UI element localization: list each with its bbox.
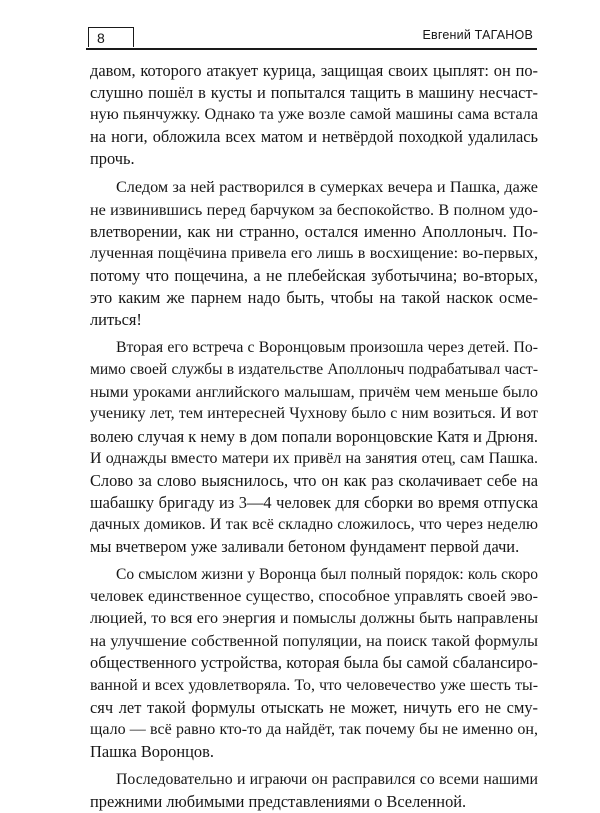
- text-line: на ноги, обложила всех матом и нетвёрдой походкой удалилась: [90, 127, 538, 147]
- text-line: литься!: [90, 310, 142, 330]
- text-line: не извинившись перед барчуком за беспокойство. В полном удо-: [90, 200, 538, 219]
- text-line: мы вчетвером уже заливали бетоном фундамент первой дачи.: [90, 536, 520, 556]
- body-text: [90, 60, 538, 813]
- text-line: потому что пощечина, а не плебейская зуботычина; во-вторых,: [90, 265, 538, 285]
- text-line: это каким же парнем надо быть, чтобы на такой наскок осме-: [90, 287, 538, 307]
- text-line: Со смыслом жизни у Воронца был полный порядок: коль скоро: [116, 566, 538, 584]
- running-header: [86, 24, 537, 50]
- paragraph: [90, 60, 538, 170]
- paragraph: [90, 769, 538, 813]
- paragraph: [90, 176, 538, 331]
- text-line: И однажды вместо матери их привёл на занятия отец, сам Пашка.: [90, 449, 538, 467]
- text-line: прочь.: [90, 149, 135, 169]
- text-line: шабашку бригаду из 3—4 человек для сборки во время отпуска: [90, 492, 538, 512]
- text-line: давом, которого атакует курица, защищая своих цыплят: он по-: [90, 61, 538, 80]
- text-line: дачных домиков. И так всё складно сложилось, что через неделю: [90, 515, 538, 533]
- text-line: общественного устройства, которая была бы самой сбалансиро-: [90, 653, 538, 673]
- text-line: ванной и всех удовлетворяла. То, что человечество уже шесть ты-: [90, 676, 538, 694]
- text-line: мимо своей службы в издательстве Аполлоныч подрабатывал част-: [90, 361, 538, 379]
- paragraph: [90, 564, 538, 763]
- text-line: ными уроками английского малышам, причём чем меньше было: [90, 383, 538, 402]
- running-head-author: Евгений ТАГАНОВ: [422, 28, 533, 42]
- text-line: щало — всё равно кто-то да найдёт, так почему бы не именно он,: [90, 720, 538, 738]
- text-line: волею случая к нему в дом попали воронцовские Катя и Дрюня.: [90, 426, 538, 446]
- text-line: влетворении, как ни странно, остался именно Аполлоныч. По-: [90, 221, 538, 241]
- text-line: Вторая его встреча с Воронцовым произошла через детей. По-: [116, 339, 538, 357]
- text-line: человек единственное существо, способное управлять своей эво-: [90, 588, 538, 606]
- page-number: 8: [88, 27, 134, 47]
- text-line: слушно пошёл в кусты и попытался тащить в машину несчаст-: [90, 83, 538, 103]
- paragraph: [90, 337, 538, 558]
- text-line: ученику лет, тем интересней Чухнову было с ним возиться. И вот: [90, 405, 538, 423]
- text-line: Следом за ней растворился в сумерках вечера и Пашка, даже: [116, 178, 538, 197]
- text-line: на улучшение собственной популяции, на поиск такой формулы: [90, 631, 538, 651]
- text-line: Слово за слово выяснилось, что он как раз сколачивает себе на: [90, 470, 538, 490]
- text-line: Пашка Воронцов.: [90, 741, 214, 761]
- text-line: сяч лет такой формулы отыскать не может, ничуть его не сму-: [90, 697, 538, 717]
- text-line: люцией, то вся его энергия и помыслы должны быть направлены: [90, 610, 538, 628]
- text-line: ную пьянчужку. Однако та уже возле самой машины сама встала: [90, 106, 538, 124]
- text-line: прежними любимыми представлениями о Вселенной.: [90, 792, 467, 811]
- text-line: лученная пощёчина привела его лишь в восхищение: во-первых,: [90, 244, 538, 262]
- text-line: Последовательно и играючи он расправился со всеми нашими: [116, 770, 538, 788]
